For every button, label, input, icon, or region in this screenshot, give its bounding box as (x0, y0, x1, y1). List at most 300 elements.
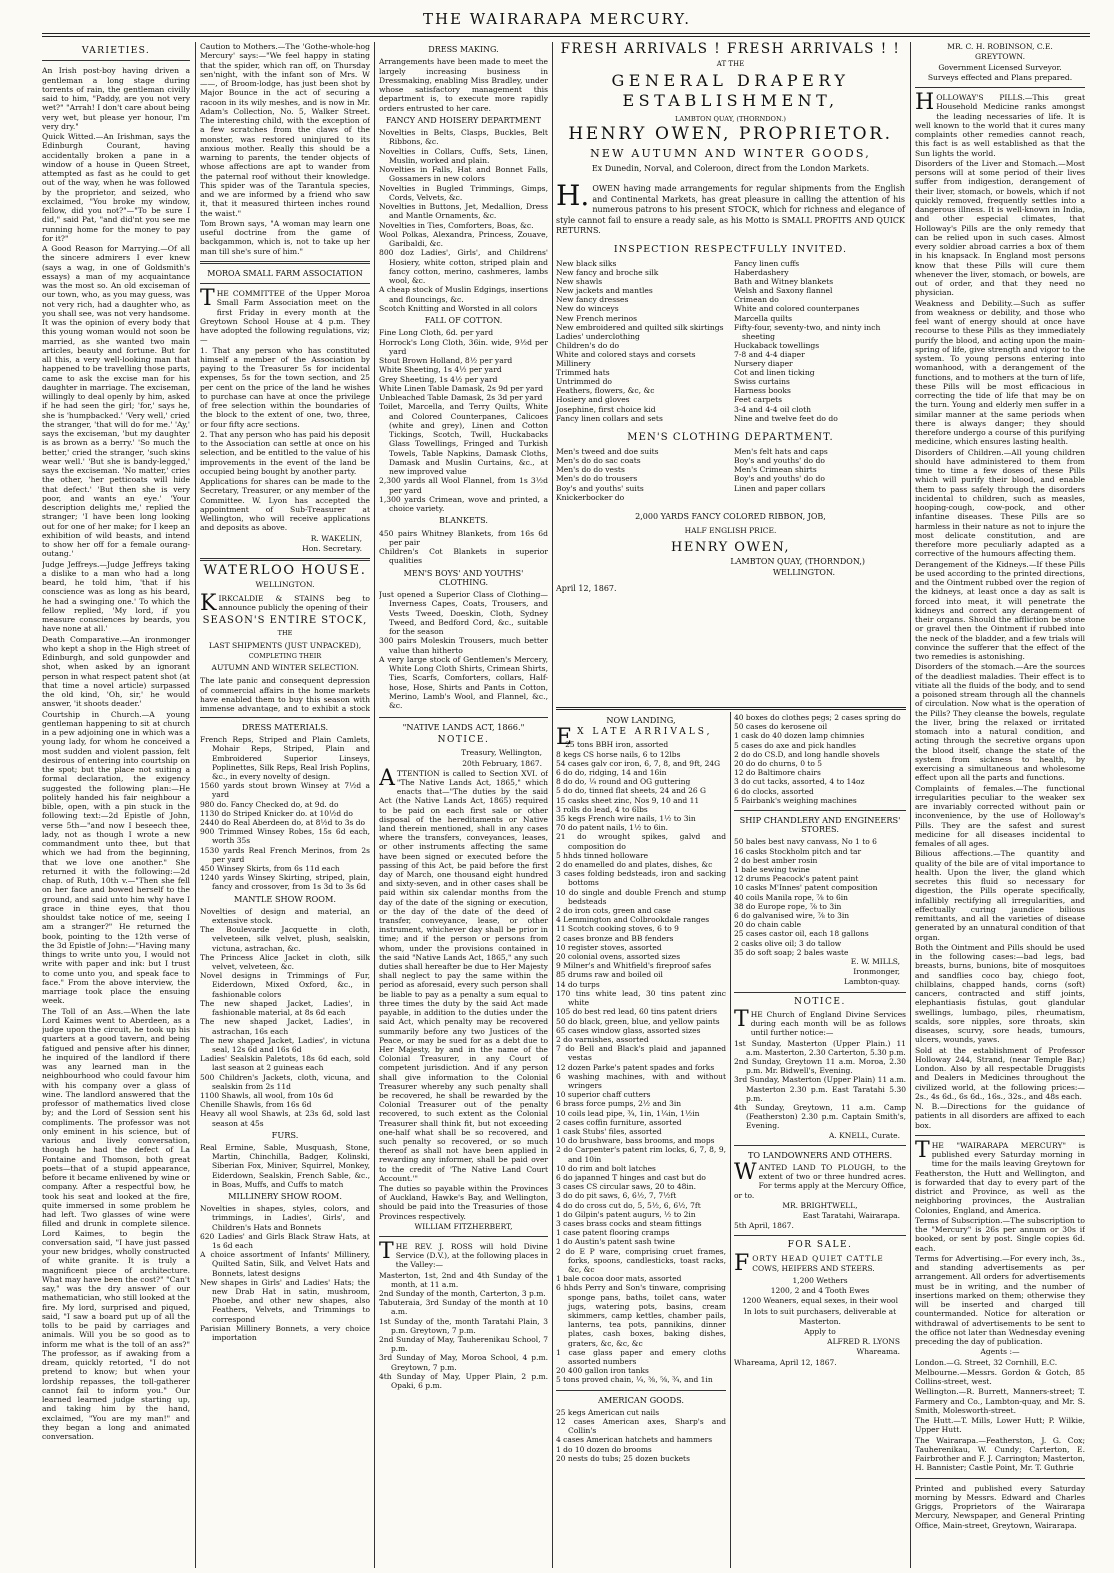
list-item: 2 do enamelled do and plates, dishes, &c (556, 860, 713, 870)
service-list (379, 1271, 548, 1391)
mens-heading: MEN'S CLOTHING DEPARTMENT. (627, 431, 834, 443)
list-item: 5 tons proved chain, ¼, ⅜, ⅝, ¾, and 1in (556, 1375, 713, 1385)
drop-cap: K (200, 590, 217, 616)
list-item: Huckaback towellings (734, 340, 820, 350)
drop-cap: H (915, 90, 935, 115)
list-item: 2 casks olive oil; 3 do tallow (734, 938, 842, 948)
list-item: 450 Winsey Skirts, from 6s 11d each (200, 864, 340, 874)
divider (915, 1135, 1085, 1136)
list-item: A cheap stock of Muslin Edgings, insertions and flouncings, &c. (379, 285, 548, 304)
list-item: Novel designs in Trimmings of Fur, Eiderdown, Mixed Oxford, &c., in fashionable colors (200, 971, 370, 999)
list-item: Novelties in shapes, styles, colors, and trimmings, in Ladies', Girls', and Children's Hats and Bonnets (200, 1204, 370, 1232)
list-item: New fancy and broche silk (556, 268, 659, 278)
list-item: 1240 yards Winsey Skirting, striped, plain, fancy and crossover, from 1s 3d to 3s 6d (200, 873, 370, 892)
list-item: 2 do E P ware, comprising cruet frames, forks, spoons, candlesticks, toast racks, &c, &c (556, 1246, 726, 1274)
list-item: 6 washing machines, with and without wringers (556, 1071, 726, 1090)
masthead-rule (42, 33, 1090, 34)
agents-heading: Agents :— (980, 1347, 1020, 1357)
notice-heading: NOTICE. (794, 996, 846, 1007)
list-item: Children's Cot Blankets in superior qualities (379, 547, 548, 566)
dress-materials-heading: DRESS MATERIALS. (241, 722, 329, 732)
list-item: 300 pairs Moleskin Trousers, much better value than hitherto (379, 636, 548, 655)
list-item: Grey Sheeting, 1s 4½ per yard (379, 374, 498, 384)
waterloo-line: SEASON'S ENTIRE STOCK, (202, 615, 368, 626)
list-item: 3rd Sunday of May, Moroa School, 4 p.m. Greytown, 7 p.m. (379, 1353, 548, 1372)
list-item: 12 do Baltimore chairs (734, 768, 821, 778)
list-item: 20 colonial ovens, assorted sizes (556, 952, 681, 962)
list-item: Harness books (734, 386, 791, 396)
list-item: 3 cases CS circular saws, 20 to 48in. (556, 1182, 697, 1192)
list-item: 25 kegs American cut nails (556, 1407, 660, 1417)
list-item: Untrimmed do (556, 377, 613, 387)
article-text: Caution to Mothers.—The 'Gothe-whole-hog Mercury' says:—"We feel happy in stating that the spider, which ran off, on Thursday sen'night, with the infant son of Mrs. W——, of Broom-lodge, has just been shot by Major Bounce in the act of securing a racoon in its wily meshes, and is now in Mr. Adam's Collection, No. 5, Walker Street. The interesting child, with the exception of a few scratches from the claws of the monster, was restored uninjured to its anxious mother. Really this should be a warning to parents, the tender objects of whose affections are apt to wander from the paternal roof without their knowledge. This spider was of the Tarantula species, and we are informed by a friend who saw it, that it measured thirteen inches round the waist." (200, 42, 370, 218)
sale-line: 1200, 2 and 4 Tooth Ewes (770, 1286, 870, 1296)
signature-title: Hon. Secretary. (302, 543, 362, 553)
surveyor-title: Government Licensed Surveyor. (938, 62, 1062, 72)
list-item: Heavy all wool Shawls, at 23s 6d, sold last season at 45s (200, 1109, 370, 1128)
list-item: Unbleached Table Damask, 2s 3d per yard (379, 393, 543, 402)
list-item: Feathers, flowers, &c, &c (556, 386, 655, 396)
list-item: Novelties of design and material, an extensive stock. (200, 906, 370, 926)
drop-cap: E (556, 725, 576, 751)
proprietor-heading: HENRY OWEN, PROPRIETOR. (568, 123, 893, 144)
inspection-heading: INSPECTION RESPECTFULLY INVITED. (613, 243, 848, 255)
article-text: ANTED LAND TO PLOUGH, to the extent of two or three hundred acres. For terms apply at the Mercury Office, or to. (734, 1162, 906, 1200)
article-text: The Toll of an Ass.—When the late Lord Kaimes went to Aberdeen, as a judge upon the circuit, he took up his quarters at a good tavern, and being fatigued and pensive after his dinner, he inquired of the landlord if there was any learned man in the neighbourhood who could favour him with his company over a glass of wine. The landlord answered that the professor of mathematics lived close by; and the Lord of Session sent his compliments. The professor was not only eminent in his science, but of various and lively conversation, though he had the defect of La Fontaine and Thomson, both great poets—that of a stupid appearance, before it became enlivened by wine or company. After a respectful bow, he took his seat and looked at the fire, quite immersed in some problem he had left. Two glasses of wine were filled and drunk in complete silence. Lord Kaimes, to begin the conversation said, "I have just passed your new bridges, wholly constructed of white granite. It is truly a magnificent piece of architecture. What may have been the cost?" "Can't say," was the dry answer of our mathematician, who still looked at the fire. My lord, surprised and piqued, said, "I saw a board put up of all the tolls to be paid by carriages and animals. Will you be so good as to inform me what is the toll of an ass?" The professor, as if awaking from a dream, quickly retorted, "I do not pretend to know; but when your lordship repasses, the toll-gatherer cannot fail to inform you." Our learned learned judge starting up, and taking him by the hand, exclaimed, "You are my man!" and they began a long and animated conversation. (42, 1006, 190, 1441)
list-item: 40 coils Manila rope, ⅞ to 6in (734, 892, 848, 902)
list-item: Fine Long Cloth, 6d. per yard (379, 328, 494, 338)
native-lands-heading: "NATIVE LANDS ACT, 1866." (402, 722, 525, 732)
list-item: Ladies' underclothing (556, 331, 640, 341)
list-item: Children's do do (556, 340, 620, 350)
list-item: Fifty-four, seventy-two, and ninty inch sheeting (734, 322, 881, 341)
list-item: 900 Trimmed Winsey Robes, 15s 6d each, worth 35s (200, 827, 370, 846)
mens-lists (556, 447, 905, 502)
divider (734, 992, 906, 993)
divider (200, 261, 370, 264)
list-item: 1st Sunday of the, month Taratahi Plain, 3 p.m. Greytown, 7 p.m. (379, 1316, 548, 1335)
list-item: 1 case glass paper and emery cloths assorted numbers (556, 1347, 726, 1367)
divider (556, 1390, 726, 1391)
divider (734, 810, 906, 811)
hardware-list (734, 713, 906, 805)
list-item: 1 bale cocoa door mats, assorted (556, 1274, 682, 1284)
article-text: Courtship in Church.—A young gentleman happening to sit at church in a pew adjoining one in which was a young lady, for whom he conceived a most sudden and violent passion, felt desirous of entering into courtship on the spot; but the place not suiting a formal declaration, the exigency suggested the following plan:—He politely handed his fair neighbour a bible, open, with a pin stuck in the following text:—2d Epistle of John, verse 5th—"and now I beseech thee, lady, not as though I wrote a new commandment unto thee, but that which we had from the beginning, that we love one another." She returned it with the following:—2d chap. of Ruth, 10th v.—"Then she fell on her face and bowed herself to the ground, and said unto him why have I grace in thine eyes, that thou shouldst take notice of me, seeing I am a stranger?" He returned the book, pointing to the 12th verse of the 3d Epistle of John:—"Having many things to write unto you, I would not write with paper and ink: but I trust to come unto you, and speak face to face." From the above interview, the marriage took place the ensuing week. (42, 709, 190, 1006)
divider (379, 1236, 548, 1237)
column-varieties (42, 42, 190, 1570)
signature: ALFRED R. LYONS (827, 1337, 900, 1347)
list-item: 2 do varnishes, assorted (556, 1034, 649, 1044)
hardware-column (556, 713, 726, 1568)
owen-signature: HENRY OWEN, (671, 539, 790, 555)
list-item: The Princess Alice Jacket in cloth, silk velvet, velveteen, &c. (200, 952, 370, 972)
drop-cap: H. (556, 179, 590, 212)
signature-line: Ironmonger, (853, 967, 900, 977)
list-item: New French merinos (556, 313, 638, 323)
dateline: Treasury, Wellington, (461, 748, 542, 758)
article-text: The late panic and consequent depression of commercial affairs in the home markets have enabled them to buy this season with immense advantage, and to exhibit a stock (200, 676, 370, 712)
list-item: 25 tons BBH iron, assorted (565, 740, 669, 750)
list-item: 1st Sunday, Masterton (Upper Plain.) 11 a.m. Masterton, 2.30 Carterton, 5.30 p.m. (734, 1038, 906, 1057)
list-item: Stout Brown Holland, 8½ per yard (379, 356, 513, 365)
list-item: 1 do Austin's patent sash twine (556, 1237, 675, 1247)
list-item: Fancy linen cuffs (734, 259, 800, 268)
list-item: Haberdashery (734, 268, 789, 278)
list-item: 12 cases American axes, Sharp's and Collin's (556, 1417, 726, 1436)
article-text: Quick Witted.—An Irishman, says the Edinburgh Courant, having accidentally broken a pane in a window of a house in Queen Street, attempted as fast as he could to get out of the way, when he was followed by the proprietor, and seized, who exclaimed, "You broke my window, fellow, did you not?"—"To be sure I did," said Pat, "and did'nt you see me running home for the money to pay for it?" (42, 132, 190, 243)
dress-materials-column (200, 712, 370, 1570)
list-item: Men's do do sac coats (556, 456, 641, 466)
owen-city: WELLINGTON. (772, 567, 835, 577)
list-item: 1,300 yards Crimean, wove and printed, a choice variety. (379, 494, 548, 513)
church-intro (734, 1006, 906, 1038)
list-item: 12 drums Peacock's patent paint (734, 874, 859, 884)
surveyor-note: Surveys effected and Plans prepared. (927, 72, 1073, 82)
article-text: Disorders of the stomach.—Are the sources of the deadliest maladies. Their effect is to vitiate all the fluids of the body, and to send a poisoned stream through all the channels of circulation. Now what is the operation of the Pills? They cleanse the bowels, regulate the liver, bring the relaxed or irritated stomach into a natural condition, and acting through the secretive organs upon the blood itself, change the state of the system from sickness to health, by exercising a simultaneous and wholesome effect upon all the parts and functions. (915, 662, 1085, 783)
list-item: 4 do do cross cut do, 5, 5½, 6, 6½, 7ft (556, 1200, 701, 1210)
imprint: Printed and published every Saturday morning by Messrs. Edward and Charles Griggs, Proprietors of the Wairarapa Mercury, Newspaper, and General Printing Office, Main-street, Greytown, Wairarapa. (915, 1483, 1085, 1530)
list-item: 10 do rim and bolt latches (556, 1163, 656, 1173)
article-text: The duties so payable within the Provinces of Auckland, Hawke's Bay, and Wellington, should be paid into the Treasuries of those Provinces respectively. (379, 1183, 548, 1221)
list-item: 35 do soft soap; 2 bales waste (734, 947, 849, 957)
surveyor-name: MR. C. H. ROBINSON, C.E. (947, 42, 1053, 51)
list-item: 2 cases bronze and BB fenders (556, 933, 674, 943)
cotton-list (379, 328, 548, 513)
list-item: Boy's and youths' do do (734, 474, 825, 484)
list-item: Millinery (556, 359, 591, 369)
ribbon-line: 2,000 YARDS FANCY COLORED RIBBON, JOB, (635, 511, 826, 521)
divider (42, 60, 190, 61)
advert-line: Ex Dunedin, Norval, and Coleroon, direct from the London Markets. (591, 163, 870, 173)
list-item: 5 cases do axe and pick handles (734, 740, 857, 750)
list-item: 40 boxes do clothes pegs; 2 cases spring do (734, 713, 901, 722)
list-item: 1530 yards Real French Merinos, from 2s per yard (200, 845, 370, 864)
fancy-heading: FANCY AND HOISERY DEPARTMENT (385, 115, 542, 125)
list-item: 8 do do, ¼ round and OG guttering (556, 777, 691, 787)
list-item: Tabuteraia, 3rd Sunday of the month at 10 a.m. (379, 1298, 548, 1317)
list-item: 20 do do churns, 0 to 5 (734, 759, 823, 769)
list-item: 20 400 gallon iron tanks (556, 1366, 649, 1376)
date: April 12, 1867. (556, 584, 617, 594)
list-item: 1 bale sewing twine (734, 865, 810, 875)
now-landing-heading: NOW LANDING, (606, 715, 676, 725)
article-text: Disorders of the Liver and Stomach.—Most persons will at some period of their lives suffer from indigestion, derangement of their liver, stomach, or bowels, which if not quickly removed, frequently settles into a dangerous illness. It is well-known in India, and other especial climates, that Holloway's Pills are the only remedy that can be relied upon in such cases. Almost every soldier abroad carries a box of them in his knapsack. In England most persons know that these Pills will cure them whenever the liver, stomach, or bowels, are out of order, and that they need no physician. (915, 158, 1085, 298)
mens-list-right (734, 447, 905, 502)
list-item: 6 do do, ridging, 14 and 16in (556, 768, 667, 778)
list-item: 1 case patent flooring cramps (556, 1228, 670, 1238)
list-item: 3 cases brass cocks and steam fittings (556, 1218, 702, 1228)
list-item: 105 do best red lead, 60 tins patent driers (556, 1007, 717, 1017)
list-item: New fancy dresses (556, 295, 629, 305)
drop-cap: A (379, 765, 395, 791)
article-text: Arrangements have been made to meet the largely increasing business in Dressmaking, enabling Miss Bradley, under whose satisfactory management this department is, to execute more rapidly orders entrusted to her care. (379, 57, 548, 113)
notice-body (379, 765, 548, 1183)
list-item: White and colored stays and corsets (556, 349, 696, 359)
signature: E. W. MILLS, (850, 957, 900, 967)
divider (734, 1145, 906, 1146)
date: Whareama, April 12, 1867. (734, 1357, 837, 1367)
list-item: 4th Sunday of May, Upper Plain, 2 p.m. Opaki, 6 p.m. (379, 1371, 548, 1391)
establishment-heading: GENERAL DRAPERY ESTABLISHMENT, (611, 71, 850, 110)
list-item: 2nd Sunday of May, Tauherenikau School, 7 p.m. (379, 1335, 548, 1354)
list-item: Horrock's Long Cloth, 36in. wide, 9½d per yard (379, 337, 548, 356)
varieties-heading: VARIETIES. (81, 45, 151, 56)
list-item: 3-4 and 4-4 oil cloth (734, 404, 812, 414)
list-item: 4 Lemmington and Colbrookdale ranges (556, 915, 710, 925)
divider (200, 717, 370, 718)
list-item: 3 rolls do lead, 4 to 6lbs (556, 804, 648, 814)
moroa-intro (200, 286, 370, 345)
divider (379, 717, 548, 718)
list-item: The new shaped Jacket, Ladies', in fashionable material, at 8s 6d each (200, 998, 370, 1018)
divider (915, 1478, 1085, 1479)
fancy-list (379, 128, 548, 313)
list-item: 15 casks sheet zinc, Nos 9, 10 and 11 (556, 795, 700, 805)
article-text: TTENTION is called to Section XVI. of "The Native Lands Act, 1865," which enacts that—"The duties by the said Act (the Native Lands Act, 1865) required to be paid on each first sale or other disposal of the hereditaments or Native land therein mentioned, shall in any cases where the transfers, conveyances, leases, or other instruments affecting the same have been signed or executed before the passing of this Act, be paid before the first day of March, one thousand eight hundred and sixty-seven, and in other cases shall be paid within six calendar months from the day of the date of the signing or execution, or the day of the date of the deed of transfer, conveyance, lease, or other instrument, whichever day shall be prior in time; and if the person or persons from whom, under the provisions contained in the said "Native Lands Act, 1865," any such duties shall hereafter be due to Her Majesty shall neglect to pay the same within the period as aforesaid, every such person shall be liable to pay as a penalty a sum equal to three times the duty by the said Act made payable, in addition to the duties under the said Act, which penalty may be recovered summarily before any two Justices of the Peace, or may be sued for as a debt due to Her Majesty, by and in the name of the Colonial Treasurer, in any Court of competent jurisdiction. And if any person shall give information to the Colonial Treasurer whereby any such penalty shall be recovered, he shall be rewarded by the Colonial Treasurer out of the penalty recovered, to such extent as the Colonial Treasurer shall think fit, but not exceeding one-half what shall be so recovered, and such penalty so recovered, or so much thereof as shall not have been applied in rewarding any informer, shall be paid over to the credit of 'The Native Land Court Account.'" (379, 768, 548, 1183)
mens-list-left (556, 447, 727, 502)
list-item: Marcella quilts (734, 313, 793, 323)
list-item: 54 cases galv cor iron, 6, 7, 8, and 9ft, 24G (556, 758, 721, 768)
list-item: 5 do do, tinned flat sheets, 24 and 26 G (556, 786, 707, 796)
list-item: 35 kegs French wire nails, 1½ to 3in (556, 814, 696, 824)
list-item: 1 cask Stubs' files, assorted (556, 1126, 662, 1136)
list-item: 6 do japanned T hinges and cast but do (556, 1172, 706, 1182)
signature: MR. BRIGHTWELL, (782, 1200, 858, 1210)
list-item: Men's felt hats and caps (734, 447, 828, 457)
american-goods-heading: AMERICAN GOODS. (597, 1394, 685, 1405)
chandlery-heading: SHIP CHANDLERY AND ENGINEERS' STORES. (739, 815, 901, 835)
list-item: 5 hhds tinned holloware (556, 850, 649, 860)
article-text: Derangement of the Kidneys.—If these Pills be used according to the printed directions, and the Ointment rubbed over the region of the kidneys, at least once a day as salt is forced into meat, it will penetrate the kidneys and correct any derangement of their organs. Should the affliction be stone or gravel then the Ointment if rubbed into the neck of the bladder, and a few trials will convince the sufferer that the effect of the two remedies is astonishing. (915, 559, 1085, 661)
list-item: 20 nests do tubs; 25 dozen buckets (556, 1453, 690, 1463)
goods-heading: NEW AUTUMN AND WINTER GOODS, (590, 147, 871, 160)
column-divider (552, 42, 553, 1568)
article-text: A Good Reason for Marrying.—Of all the sincere admirers I ever knew (says a wag, in one of Goldsmith's essays) a man of my acquaintance was the most so. An old exciseman of our town, who, as you may guess, was not very rich, had a daughter who, as you shall see, was not very handsome. It was the opinion of every body that this young woman would not soon be married, as she wanted two main articles, beauty and fortune. But for all this, a very well-looking man that happened to be travelling those parts, came to ask the excise man for his daughter in marriage. The exciseman, willingly to deal openly by him, asked if he had seen the girl; 'for,' says he, she is 'humpbacked.' 'Very well,' cried the stranger, 'that will do for me.' 'Ay,' says the exciseman, 'but my daughter is as brown as a berry.' 'So much the better,' cried the stranger, 'such skins wear well.' 'But she is bandy-legged,' says the exciseman. 'No matter,' cries the other, 'her petticoats will hide that defect.' 'But then she is very poor, and wants an eye.' 'Your description delights me,' replied the stranger; 'I have been long looking out for one of her make; for I keep an exhibition of wild beasts, and intend to show her off for a female ourang-outang.' (42, 244, 190, 559)
list-item: 10 superior chaff cutters (556, 1090, 651, 1100)
list-item: The new shaped Jacket, Ladies', in astrachan, 16s each (200, 1017, 370, 1036)
article-text: Judge Jeffreys.—Judge Jeffreys taking a dislike to a man who had a long beard, he told him, 'that if his conscience was as long as his beard, he had a swinging one.' To which the fellow replied, 'My lord, if you measure consciences by beards, you have none at all.' (42, 559, 190, 634)
sale-line: 1200 Weaners, equal sexes, in their wool (742, 1296, 898, 1306)
article-text: Terms for Advertising.—For every inch, 3s., and standing advertisements as per arrangement. All orders for advertisements must be in writing, and the number of insertions marked on them; otherwise they will be inserted and charged till countermanded. Notice for alteration or withdrawal of advertisements to be sent to the office not later than Wednesday evening preceding the day of publication. (915, 1253, 1085, 1346)
list-item: Men's tweed and doe suits (556, 447, 659, 457)
list-item: 20 do chain cable (734, 920, 802, 930)
list-item: New embroidered and quilted silk skirtings (556, 322, 724, 332)
list-item: 70 do patent nails, 1½ to 6in. (556, 823, 669, 833)
article-text: Both the Ointment and Pills should be used in the following cases:—bad legs, bad breasts, burns, bunions, bite of mosquitoes and sandflies coco bay, chiego foot, chilblains, chapped hands, corns (soft) cancers, contracted and stiff joints, elephantiasis fistulas, gout glandular swellings, lumbago, piles, rheumatism, scalds, sore nipples, sore throats, skin diseases, scurvy, sore heads, tumours, ulcers, wounds, yaws. (915, 942, 1085, 1045)
list-item: 2 do do CS.D, and long handle shovels (734, 749, 880, 759)
list-item: Boy's and youths' do do (734, 456, 825, 466)
list-item: Just opened a Superior Class of Clothing—Inverness Capes, Coats, Trousers, and Vests Tweed, Doeskin, Cloth, Sydney Tweed, and Bedford Cord, &c., suitable for the season (379, 590, 548, 636)
list-item: Bath and Witney blankets (734, 277, 834, 287)
list-item: 1 do 10 dozen do brooms (556, 1444, 652, 1454)
drapery-advert (556, 42, 905, 595)
list-item: 11 Scotch cooking stoves, 6 to 9 (556, 924, 679, 934)
article-text: N. B.—Directions for the guidance of patients in all disorders are affixed to each box. (915, 1102, 1085, 1130)
column-three (379, 42, 548, 712)
article-text: Tom Brown says, "A woman may learn one useful doctrine from the game of backgammon, which is, not to take up her man till she's sure of him." (200, 218, 370, 256)
list-item: 620 Ladies' and Girls Black Straw Hats, at 1s 6d each (200, 1231, 370, 1250)
ross-intro (379, 1238, 548, 1270)
agent-line: Melbourne.—Messrs. Gordon & Gotch, 85 Collins-street, west. (915, 1367, 1085, 1386)
list-item: French Reps, Striped and Plain Camlets, Mohair Reps, Striped, Plain and Embroidered Superior Linseys, Poplinettes, Silk Reps, Real Irish Poplins, &c., in every novelty of design. (200, 735, 370, 782)
list-item: 1 do Gilpin's patent augurs, ½ to 2in (556, 1209, 696, 1219)
list-item: Boy's and youths' suits (556, 483, 644, 493)
list-item: Cot and linen ticking (734, 368, 815, 378)
list-item: 170 tins white lead, 30 tins patent zinc white (556, 988, 726, 1008)
native-lands-column (379, 712, 548, 1570)
american-goods-list (556, 1408, 726, 1463)
list-item: Real Ermine, Sable, Musquash, Stone, Martin, Chinchilla, Badger, Kolinski, Siberian Fox, Miniver, Squirrel, Monkey, Eiderdown, Sealskin, French Sable, &c., in Boas, Muffs, and Cuffs to match (200, 1142, 370, 1189)
sale-line: Masterton. (799, 1316, 841, 1326)
advert-bottom-rule (556, 707, 906, 710)
agent-line: The Hutt.—T. Mills, Lower Hutt; P. Wilkie, Upper Hutt. (915, 1416, 1085, 1435)
notice-heading: NOTICE. (437, 735, 490, 746)
column-two (200, 42, 370, 712)
drop-cap: F (734, 1250, 751, 1276)
divider (915, 87, 1085, 88)
signature-line: Whareama. (856, 1347, 900, 1357)
fresh-arrivals-heading: FRESH ARRIVALS ! FRESH ARRIVALS ! ! (560, 41, 901, 57)
list-item: New jackets and mantles (556, 286, 653, 296)
column-divider (730, 712, 731, 1568)
landowners-body (734, 1159, 906, 1200)
dress-materials-list (200, 735, 370, 891)
list-item: Trimmed hats (556, 368, 610, 378)
list-item: 6 brass force pumps, 2½ and 3in (556, 1099, 682, 1109)
article-text: Disorders of Children.—All young children should have administered to them from time to time a few doses of these Pills which will purify their blood, and enable them to pass safely through the disorders incidental to children, such as measles, hooping-cough, cow-pock, and other infantine diseases. These Pills are so harmless in their nature as not to injure the most delicate constitution, and are therefore more peculiarly adapted as a corrective of the humours affecting them. (915, 447, 1085, 559)
sale-line: In lots to suit purchasers, deliverable at (743, 1306, 897, 1316)
list-item: 7 do Bell and Black's plaid and japanned vestas (556, 1044, 726, 1063)
mantle-list (200, 907, 370, 1128)
cotton-heading: FALL OF COTTON. (424, 316, 503, 325)
list-item: Nine and twelve feet do do (734, 413, 838, 423)
for-sale-heading: FOR SALE. (787, 1240, 853, 1251)
article-text: 2. That any person who has paid his deposit to the Association can settle at once on his selection, and be entitled to the value of his improvements in the event of the land be occupied being bought by another party. (200, 429, 370, 476)
blankets-list (379, 529, 548, 566)
chandlery-list (734, 837, 906, 957)
list-item: Wool Polkas, Alexandra, Princess, Zouave, Garibaldi, &c. (379, 229, 548, 248)
list-item: 21 do wrought spikes, galvd and composition do (556, 832, 726, 851)
list-item: Chenille Shawls, from 16s 6d (200, 1100, 312, 1110)
list-item: 10 coils lead pipe, ¾, 1in, 1¼in, 1½in (556, 1108, 700, 1118)
divider (200, 283, 370, 284)
list-item: Novelties in Buttons, Jet, Medallion, Dress and Mantle Ornaments, &c. (379, 202, 548, 221)
ribbon-price: HALF ENGLISH PRICE. (684, 526, 777, 536)
list-item: 980 do. Fancy Checked do, at 9d. do (200, 799, 339, 809)
list-item: Ladies' Sealskin Paletots, 18s 6d each, sold last season at 2 guineas each (200, 1054, 370, 1073)
list-item: 16 casks Stockholm pitch and tar (734, 846, 862, 856)
list-item: 1 cask do 40 dozen lamp chimnies (734, 731, 865, 741)
list-item: 3 do do pit saws, 6, 6½, 7, 7½ft (556, 1191, 677, 1201)
clothing-list (379, 590, 548, 710)
list-item: Novelties in Belts, Clasps, Buckles, Belt Ribbons, &c. (379, 128, 548, 147)
sale-line: ORTY HEAD QUIET CATTLE (752, 1253, 884, 1263)
waterloo-place: WELLINGTON. (255, 580, 315, 590)
list-item: Knickerbocker do (556, 492, 625, 502)
waterloo-line: LAST SHIPMENTS (JUST UNPACKED), (208, 640, 362, 650)
list-item: 10 do brushware, bass brooms, and mops (556, 1136, 715, 1146)
list-item: 2 cases coffin furniture, assorted (556, 1117, 682, 1127)
article-text: OLLOWAY'S PILLS.—This great Household Medicine ranks amongst the leading necessaries of life. It is well known to the world that it cures many complaints other remedies cannot reach, this fact is as well established as that the Sun lights the world. (915, 93, 1085, 158)
waterloo-line: THE (277, 629, 293, 638)
list-item: A choice assortment of Infants' Millinery, Quilted Satin, Silk, and Velvet Hats and Bonnets, latest designs (200, 1250, 370, 1278)
list-item: 9 Milner's and Whitfield's fireproof safes (556, 961, 712, 971)
waterloo-line: AUTUMN AND WINTER SELECTION. (211, 663, 359, 672)
drop-cap: T (734, 1006, 749, 1032)
list-item: 1560 yards stout brown Winsey at 7½d a yard (200, 781, 370, 800)
list-item: 14 do turps (556, 979, 600, 989)
divider (200, 558, 370, 561)
list-item: 2 do Carpenter's patent rim locks, 6, 7, 8, 9, and 10in (556, 1145, 726, 1164)
chandlery-column (734, 713, 906, 1568)
list-item: 8 kegs CS horse nails, 6 to 12lbs (556, 749, 681, 759)
list-item: 800 doz Ladies', Girls', and Childrens' Hosiery, white cotton, striped plain and fancy cotton, merino, cashmeres, lambs wool, &c. (379, 248, 548, 285)
article-text: 1. That any person who has constituted himself a member of the Association by paying to the Treasurer 5s for incidental expenses, 5s for the town section, and 25 per cent on the price of the land he wishes to purchase can have at once the privilege of free selection within the boundaries of the block to the extent of one, two, three, or four fifty acre sections. (200, 345, 370, 429)
date: 5th April, 1867. (734, 1221, 794, 1231)
list-item: White Linen Table Damask, 2s 9d per yard (379, 383, 544, 393)
list-item: Novelties in Ties, Comforters, Boas, &c. (379, 220, 534, 230)
furs-heading: FURS. (271, 1129, 299, 1140)
list-item: 1130 do Striped Knicker do. at 10½d do (200, 808, 353, 818)
list-item: 2,300 yards all Wool Flannel, from 1s 3½d per yard (379, 476, 548, 495)
article-text: HE COMMITTEE of the Upper Moroa Small Farm Association meet on the first Friday in every month at the Greytown School House at 4 p.m. They have adopted the following regulations, viz;— (200, 289, 370, 345)
article-text: Sold at the establishment of Professor Holloway 244, Strand, (near Temple Bar,) London. Also by all respectable Druggists and Dealers in Medicines throughout the civilized world, at the following prices:—2s., 4s 6d., 6s 6d., 16s., 32s., and 48s each. (915, 1045, 1085, 1101)
furs-list (200, 1143, 370, 1189)
drop-cap: T (200, 286, 215, 311)
list-item: New do winceys (556, 304, 619, 314)
list-item: A very large stock of Gentlemen's Mercery, White Long Cloth Shirts, Crimean Shirts, Ties, Scarfs, Comforters, collars, Half-hose, Hose, Shirts and Pants in Cotton, Merino, Lamb's Wool, and Flannel, &c., &c. (379, 654, 548, 710)
article-text: Complaints of females.—The functional irregularities peculiar to the weaker sex are invariably corrected without pain or inconvenience, by the use of Holloway's Pills. They are the safest and surest medicine for all diseases incidental to females of all ages. (915, 783, 1085, 848)
article-text: Weakness and Debility.—Such as suffer from weakness or debility, and those who feel want of energy should at once have recourse to these Pills as they immediately purify the blood, and acting upon the main-spring of life, give strength and vigor to the system. To young persons entering into womanhood, with a derangement of the functions, and to mothers at the turn of life, these Pills will be most efficacious in correcting the tide of life that may be on the turn. Young and elderly men suffer in a similar manner at the same periods when there is always danger; they should therefore undergo a course of this purifying medicine, which ensures lasting health. (915, 298, 1085, 447)
list-item: Toilet, Marcella, and Terry Quilts, White and Colored Counterpanes, Calicoes (white and grey), Linen and Cotton Tickings, Scotch, Twill, Huckabacks Glass Towellings, Fringed and Turkish Towels, Table Napkins, Damask Cloths, Damask and Muslin Curtains, &c., at new improved value (379, 402, 548, 476)
dateline: 20th February, 1867. (462, 758, 542, 768)
list-item: 500 Children's Jackets, cloth, vicuna, and sealskin from 2s 11d (200, 1072, 370, 1091)
list-item: 50 bales best navy canvass, No 1 to 6 (734, 837, 877, 847)
article-text: HE "WAIRARAPA MERCURY" is published every Saturday morning in time for the mails leaving Greytown for Featherston, the Hutt and Wellington, and is forwarded that day to every part of the district and Province, as well as the neighboring provinces, the Australian Colonies, England, and America. (915, 1140, 1085, 1215)
list-item: 3rd Sunday, Masterton (Upper Plain) 11 a.m. Masterton 2.30 p.m. East Taratahi 5.30 p.m. (734, 1075, 906, 1103)
list-item: 10 register stoves, assorted (556, 942, 662, 952)
hardware-list (556, 740, 726, 1384)
signature: WILLIAM FITZHERBERT, (414, 1221, 513, 1231)
list-item: The Boulevarde Jacquette in cloth, velveteen, silk velvet, plush, sealskin, victuna, astrachan, &c. (200, 925, 370, 953)
list-item: 50 cases do kerosene oil (734, 722, 828, 732)
waterloo-intro (200, 590, 370, 616)
list-item: 50 do black, green, blue, and yellow paints (556, 1016, 720, 1026)
millinery-heading: MILLINERY SHOW ROOM. (228, 1190, 342, 1201)
list-item: 7-8 and 4-4 diaper (734, 349, 805, 359)
article-text: Death Comparative.—An ironmonger who kept a shop in the High street of Edinburgh, and sold gunpowder and shot, when asked by an ignorant person in what respect patent shot (at that time a novel article) surpassed the old kind, 'Oh, sir,' he would answer, 'it shoots deader.' (42, 634, 190, 709)
list-item: 2 do iron cots, green and case (556, 906, 671, 916)
list-item: New black silks (556, 259, 617, 268)
list-item: Parisian Millinery Bonnets, a very choice importation (200, 1323, 370, 1342)
goods-list-right (734, 259, 905, 423)
list-item: White Sheeting, 1s 4½ per yard (379, 365, 502, 375)
clothing-heading: MEN'S BOYS' AND YOUTHS' CLOTHING. (403, 568, 524, 587)
list-item: Men's do do trousers (556, 474, 638, 484)
moroa-heading: MOROA SMALL FARM ASSOCIATION (207, 268, 363, 278)
goods-lists (556, 259, 905, 423)
list-item: Nursery diaper (734, 359, 793, 369)
signature: A. KNELL, Curate. (828, 1130, 900, 1140)
advert-location: LAMBTON QUAY, (THORNDON.) (675, 115, 786, 123)
list-item: Scotch Knitting and Worsted in all colors (379, 303, 538, 313)
millinery-list (200, 1204, 370, 1342)
advert-line: AT THE (716, 59, 745, 68)
article-text: Terms of Subscription.—The subscription to the "Mercury" is 26s per annum or 30s if booked, or sent by post. Single copies 6d. each. (915, 1215, 1085, 1253)
list-item: Novelties in Collars, Cuffs, Sets, Linen, Muslin, worked and plain. (379, 146, 548, 165)
masthead-rule-2 (42, 36, 1090, 37)
list-item: 2nd Sunday, Greytown 11 a.m. Moroa, 2.30 p.m. Mr. Bidwell's, Evening. (734, 1056, 906, 1076)
